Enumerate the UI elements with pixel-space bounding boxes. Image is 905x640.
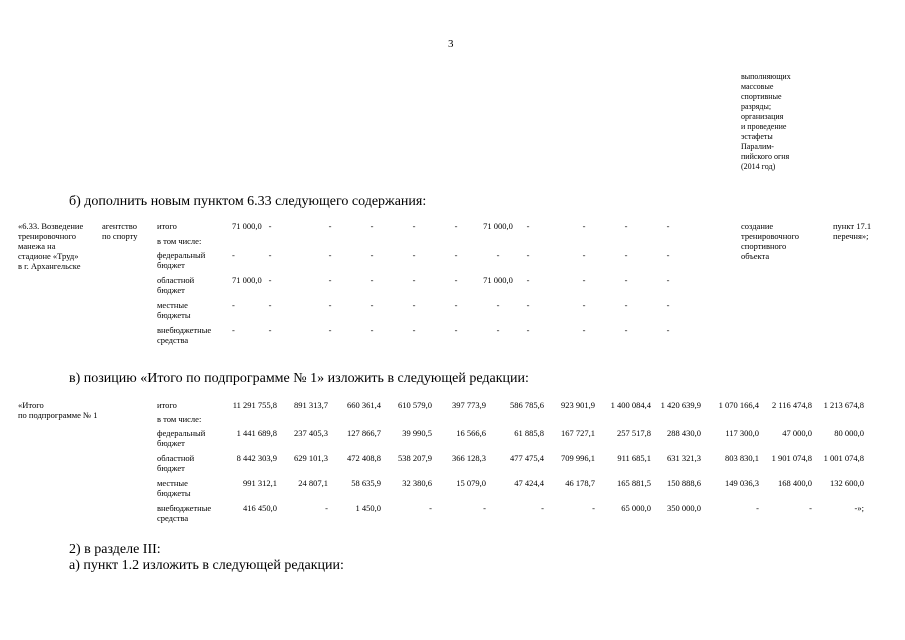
row-label: внебюджетные средства (157, 325, 212, 345)
item-result: создание тренировочного спортивного объекта (741, 221, 800, 261)
row-year-value: - (412, 300, 416, 310)
row-year-value: - (268, 221, 272, 231)
row-value: 610 579,0 (398, 400, 432, 410)
row-year-value: - (624, 275, 628, 285)
item-name: «6.33. Возведение тренировочного манежа на стадионе «Труд» в г. Архангельске (18, 221, 84, 271)
row-total: - (232, 250, 235, 260)
heading-total-position: в) позицию «Итого по подпрограмме № 1» изложить в следующей редакции: (69, 371, 529, 386)
row-label: местные бюджеты (157, 478, 191, 498)
row-value: 1 901 074,8 (771, 453, 812, 463)
row-total: - (232, 325, 235, 335)
row-value: 1 420 639,9 (660, 400, 701, 410)
row-year-value: - (328, 275, 332, 285)
row-year-value: - (328, 250, 332, 260)
row-label: итого (157, 221, 177, 231)
row-year-value: 71 000,0 (483, 221, 513, 231)
row-label: местные бюджеты (157, 300, 191, 320)
row-year-value: - (582, 325, 586, 335)
row-label: областной бюджет (157, 275, 195, 295)
row-value: 32 380,6 (402, 478, 432, 488)
row-value: 660 361,4 (347, 400, 381, 410)
row-year-value: - (268, 300, 272, 310)
row-value: 167 727,1 (561, 428, 595, 438)
item-reference: пункт 17.1 перечня»; (833, 221, 872, 241)
row-value: 127 866,7 (347, 428, 381, 438)
row-year-value: - (624, 300, 628, 310)
row-value: 165 881,5 (617, 478, 651, 488)
row-year-value: - (370, 300, 374, 310)
row-year-value: - (496, 325, 500, 335)
row-year-value: - (412, 275, 416, 285)
heading-add-item-633: б) дополнить новым пунктом 6.33 следующего содержания: (69, 194, 427, 209)
row-value: 911 685,1 (617, 453, 651, 463)
row-year-value: - (370, 250, 374, 260)
row-year-value: - (268, 325, 272, 335)
row-value: - (809, 503, 812, 513)
row-value: 1 450,0 (355, 503, 381, 513)
row-label: внебюджетные средства (157, 503, 212, 523)
row-year-value: - (412, 250, 416, 260)
total-name: «Итого по подпрограмме № 1 (18, 400, 98, 420)
row-value: 237 405,3 (294, 428, 328, 438)
row-value: - (483, 503, 486, 513)
row-value: 416 450,0 (243, 503, 277, 513)
row-value: 2 116 474,8 (771, 400, 812, 410)
row-year-value: - (582, 275, 586, 285)
row-year-value: 71 000,0 (483, 275, 513, 285)
row-year-value: - (454, 325, 458, 335)
row-value: 709 996,1 (561, 453, 595, 463)
row-year-value: - (582, 221, 586, 231)
row-value: 923 901,9 (561, 400, 595, 410)
row-value: 397 773,9 (452, 400, 486, 410)
row-value: 1 001 074,8 (823, 453, 864, 463)
row-value: 477 475,4 (510, 453, 544, 463)
row-value: 80 000,0 (834, 428, 864, 438)
row-year-value: - (454, 275, 458, 285)
row-value: 631 321,3 (667, 453, 701, 463)
row-label: областной бюджет (157, 453, 195, 473)
row-value: 8 442 303,9 (236, 453, 277, 463)
row-value: - (325, 503, 328, 513)
row-value: 117 300,0 (725, 428, 759, 438)
row-value: 132 600,0 (830, 478, 864, 488)
row-year-value: - (666, 325, 670, 335)
row-year-value: - (412, 221, 416, 231)
row-year-value: - (666, 300, 670, 310)
row-value: 257 517,8 (617, 428, 651, 438)
row-year-value: - (370, 325, 374, 335)
row-value: 65 000,0 (621, 503, 651, 513)
row-year-value: - (328, 325, 332, 335)
row-value: - (541, 503, 544, 513)
row-year-value: - (412, 325, 416, 335)
row-value: 472 408,8 (347, 453, 381, 463)
row-value: 1 213 674,8 (823, 400, 864, 410)
row-year-value: - (454, 221, 458, 231)
row-year-value: - (666, 275, 670, 285)
row-year-value: - (496, 300, 500, 310)
row-value: 1 400 084,4 (610, 400, 651, 410)
row-value: 1 441 689,8 (236, 428, 277, 438)
row-year-value: - (624, 250, 628, 260)
row-value: 629 101,3 (294, 453, 328, 463)
row-value: 1 070 166,4 (718, 400, 759, 410)
page-number: 3 (448, 38, 454, 50)
row-value: 288 430,0 (667, 428, 701, 438)
heading-section-3: 2) в разделе III: (69, 542, 161, 557)
row-year-value: - (328, 300, 332, 310)
row-label: федеральный бюджет (157, 250, 206, 270)
row-year-value: - (666, 250, 670, 260)
row-value: 538 207,9 (398, 453, 432, 463)
row-year-value: - (370, 221, 374, 231)
row-value: 149 036,3 (725, 478, 759, 488)
row-year-value: - (496, 250, 500, 260)
row-label: итого (157, 400, 177, 410)
row-label: в том числе: (157, 236, 202, 246)
row-year-value: - (526, 325, 530, 335)
row-year-value: - (666, 221, 670, 231)
row-label: федеральный бюджет (157, 428, 206, 448)
row-value: 16 566,6 (456, 428, 486, 438)
row-value: 46 178,7 (565, 478, 595, 488)
row-value: 47 424,4 (514, 478, 544, 488)
row-value: 350 000,0 (667, 503, 701, 513)
item-executor: агентство по спорту (102, 221, 138, 241)
row-value: - (429, 503, 432, 513)
row-year-value: - (624, 325, 628, 335)
row-total: 71 000,0 (232, 275, 262, 285)
row-value: 991 312,1 (243, 478, 277, 488)
row-year-value: - (454, 250, 458, 260)
row-value: 39 990,5 (402, 428, 432, 438)
row-year-value: - (526, 300, 530, 310)
row-value: -»; (854, 503, 864, 513)
row-value: 586 785,6 (510, 400, 544, 410)
row-value: 11 291 755,8 (232, 400, 277, 410)
row-total: - (232, 300, 235, 310)
heading-item-1-2: а) пункт 1.2 изложить в следующей редакции: (69, 558, 344, 573)
row-value: 803 830,1 (725, 453, 759, 463)
row-year-value: - (526, 275, 530, 285)
row-value: 891 313,7 (294, 400, 328, 410)
row-year-value: - (268, 250, 272, 260)
row-year-value: - (268, 275, 272, 285)
row-year-value: - (624, 221, 628, 231)
row-total: 71 000,0 (232, 221, 262, 231)
row-value: 168 400,0 (778, 478, 812, 488)
row-value: - (592, 503, 595, 513)
row-year-value: - (526, 221, 530, 231)
row-value: 61 885,8 (514, 428, 544, 438)
row-value: 24 807,1 (298, 478, 328, 488)
row-value: 47 000,0 (782, 428, 812, 438)
row-year-value: - (582, 300, 586, 310)
row-value: - (756, 503, 759, 513)
row-year-value: - (328, 221, 332, 231)
row-value: 58 635,9 (351, 478, 381, 488)
row-year-value: - (370, 275, 374, 285)
row-label: в том числе: (157, 414, 202, 424)
row-value: 15 079,0 (456, 478, 486, 488)
row-year-value: - (582, 250, 586, 260)
row-value: 150 888,6 (667, 478, 701, 488)
continuation-text: выполняющих массовые спортивные разряды; организация и проведение эстафеты Паралим- пийского огня (2014 год) (741, 72, 791, 171)
row-value: 366 128,3 (452, 453, 486, 463)
row-year-value: - (454, 300, 458, 310)
row-year-value: - (526, 250, 530, 260)
